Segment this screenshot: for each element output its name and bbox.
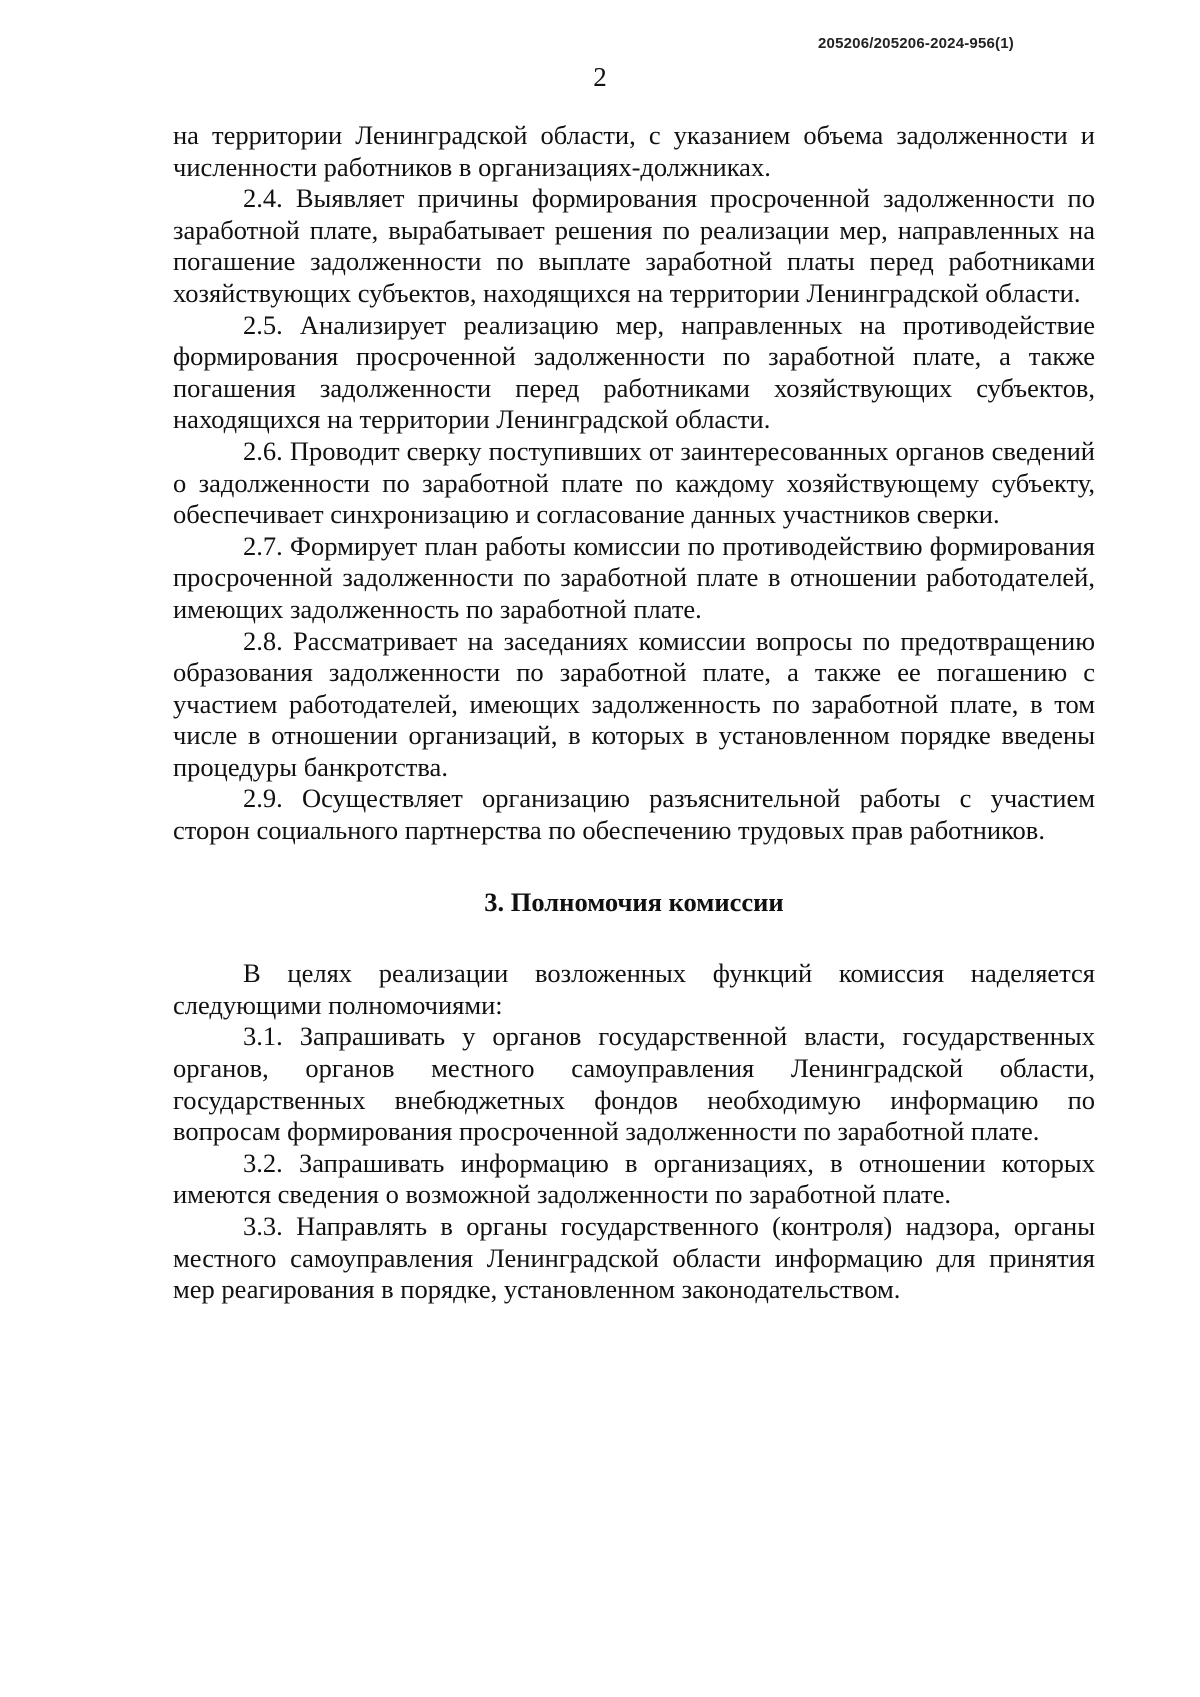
paragraph-2-9: 2.9. Осуществляет организацию разъяснительной работы с участием сторон социального партнерства по обеспечению трудовых прав работников.: [173, 783, 1095, 846]
page-number: 2: [593, 62, 607, 92]
paragraph-continuation: на территории Ленинградской области, с указанием объема задолженности и численности работников в организациях-должниках.: [173, 120, 1095, 182]
paragraph-2-5: 2.5. Анализирует реализацию мер, направленных на противодействие формирования просроченной задолженности по заработной плате, а также погашения задолженности перед работниками хозяйствующих субъектов, находящихся на территории Ленинградской области.: [173, 309, 1095, 435]
document-id: 205206/205206-2024-956(1): [818, 35, 1014, 52]
paragraph-2-7: 2.7. Формирует план работы комиссии по противодействию формирования просроченной задолженности по заработной плате в отношении работодателей, имеющих задолженность по заработной плате.: [173, 530, 1095, 624]
paragraph-3-3: 3.3. Направлять в органы государственного (контроля) надзора, органы местного самоуправления Ленинградской области информацию для принятия мер реагирования в порядке, установленном законодательством.: [173, 1211, 1095, 1305]
section-3-heading: 3. Полномочия комиссии: [484, 886, 784, 917]
paragraph-2-6: 2.6. Проводит сверку поступивших от заинтересованных органов сведений о задолженности по заработной плате по каждому хозяйствующему субъекту, обеспечивает синхронизацию и согласование данных участников сверки.: [173, 435, 1095, 530]
paragraph-3-intro: В целях реализации возложенных функций комиссия наделяется следующими полномочиями:: [173, 958, 1095, 1020]
paragraph-2-4: 2.4. Выявляет причины формирования просроченной задолженности по заработной плате, вырабатывает решения по реализации мер, направленных на погашение задолженности по выплате заработной платы перед работниками хозяйствующих субъектов, находящихся на территории Ленинградской области.: [173, 183, 1095, 308]
paragraph-3-1: 3.1. Запрашивать у органов государственной власти, государственных органов, органов местного самоуправления Ленинградской области, государственных внебюджетных фондов необходимую информацию по вопросам формирования просроченной задолженности по заработной плате.: [173, 1021, 1095, 1147]
paragraph-3-2: 3.2. Запрашивать информацию в организациях, в отношении которых имеются сведения о возможной задолженности по заработной плате.: [173, 1147, 1095, 1210]
spacer: [173, 847, 1095, 887]
document-body: [173, 120, 1095, 1306]
spacer: [173, 918, 1095, 958]
paragraph-2-8: 2.8. Рассматривает на заседаниях комиссии вопросы по предотвращению образования задолженности по заработной плате, а также ее погашению с участием работодателей, имеющих задолженность по заработной плате, в том числе в отношении организаций, в которых в установленном порядке введены процедуры банкротства.: [173, 625, 1095, 782]
